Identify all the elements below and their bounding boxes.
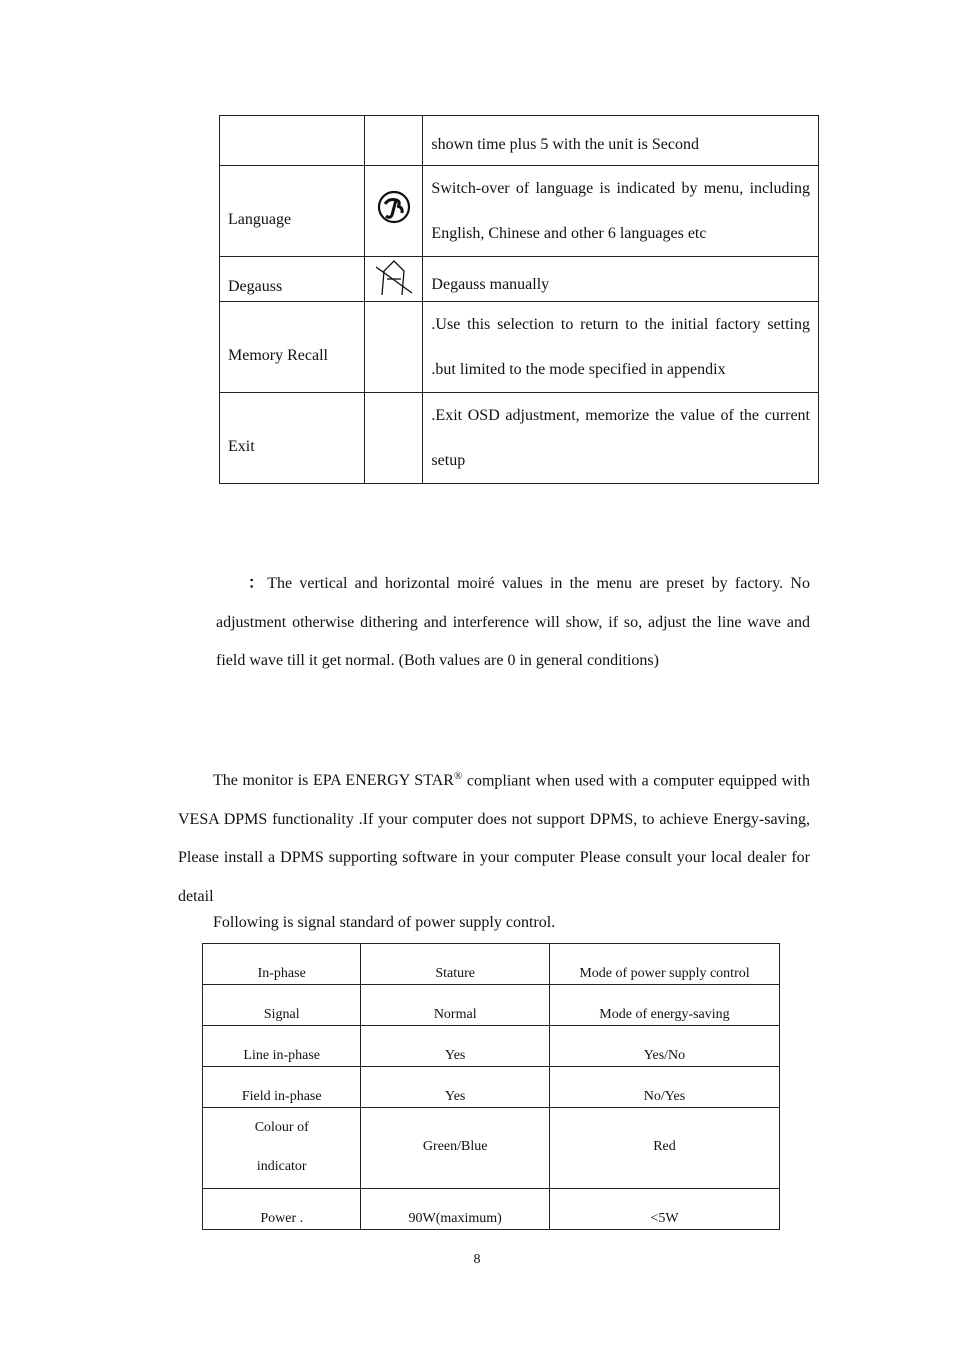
table-cell: Green/Blue <box>361 1108 550 1189</box>
table-row <box>220 257 819 302</box>
function-cell: Degauss <box>220 257 365 302</box>
energy-star-paragraph <box>178 757 810 916</box>
description-cell: Degauss manually <box>423 257 819 302</box>
note-colon: ： <box>248 575 268 592</box>
table-cell: Yes/No <box>549 1026 779 1067</box>
table-row <box>220 166 819 257</box>
energy-text-before: The monitor is EPA ENERGY STAR <box>213 772 454 790</box>
description-cell: shown time plus 5 with the unit is Second <box>423 116 819 166</box>
table-cell: Mode of power supply control <box>549 944 779 985</box>
function-cell <box>220 166 365 257</box>
language-icon <box>374 186 414 228</box>
function-label: Language <box>228 211 292 228</box>
function-label: Exit <box>228 438 255 455</box>
table-cell: Yes <box>361 1067 550 1108</box>
table-row <box>220 116 819 166</box>
osd-function-table <box>219 115 819 484</box>
power-control-table <box>202 943 780 1230</box>
function-cell <box>220 393 365 484</box>
icon-cell <box>364 166 423 257</box>
moire-note <box>216 565 810 681</box>
function-cell <box>220 116 365 166</box>
table-row <box>203 1067 780 1108</box>
icon-cell <box>364 116 423 166</box>
function-label: Memory Recall <box>228 347 328 364</box>
description-cell: .Exit OSD adjustment, memorize the value of the current setup <box>423 393 819 484</box>
table-row <box>203 1026 780 1067</box>
cell-line: Colour of <box>254 1120 309 1135</box>
table-cell: Normal <box>361 985 550 1026</box>
registered-mark: ® <box>453 770 463 782</box>
description-cell: .Use this selection to return to the initial factory setting .but limited to the mode specified in appendix <box>423 302 819 393</box>
table-row <box>220 302 819 393</box>
icon-cell <box>364 393 423 484</box>
table-row <box>220 393 819 484</box>
table-cell: Field in-phase <box>203 1067 361 1108</box>
description-cell: Switch-over of language is indicated by menu, including English, Chinese and other 6 languages etc <box>423 166 819 257</box>
table-cell: Mode of energy-saving <box>549 985 779 1026</box>
table-cell: Stature <box>361 944 550 985</box>
cell-line: indicator <box>256 1159 307 1174</box>
table-cell: Signal <box>203 985 361 1026</box>
icon-cell <box>364 257 423 302</box>
icon-cell <box>364 302 423 393</box>
table-cell <box>203 1108 361 1189</box>
table-cell: No/Yes <box>549 1067 779 1108</box>
table-cell: 90W(maximum) <box>361 1189 550 1230</box>
table-row <box>203 944 780 985</box>
function-cell <box>220 302 365 393</box>
table-cell: In-phase <box>203 944 361 985</box>
table-cell: Line in-phase <box>203 1026 361 1067</box>
power-table-caption: Following is signal standard of power supply control. <box>213 914 556 931</box>
energy-text-after: compliant when used with a computer equipped with VESA DPMS functionality .If your computer does not support DPMS, to achieve Energy-saving, Please install a DPMS supporting software in your computer Please consult your local dealer for detail <box>178 772 810 905</box>
table-row <box>203 985 780 1026</box>
table-row <box>203 1108 780 1189</box>
table-cell: Red <box>549 1108 779 1189</box>
degauss-icon <box>374 257 414 297</box>
table-row <box>203 1189 780 1230</box>
note-text: The vertical and horizontal moiré values in the menu are preset by factory. No adjustment otherwise dithering and interference will show, if so, adjust the line wave and field wave till it get normal. (Both values are 0 in general conditions) <box>216 575 810 669</box>
table-cell: Yes <box>361 1026 550 1067</box>
table-cell: Power . <box>203 1189 361 1230</box>
table-cell: <5W <box>549 1189 779 1230</box>
page-number: 8 <box>473 1252 481 1267</box>
